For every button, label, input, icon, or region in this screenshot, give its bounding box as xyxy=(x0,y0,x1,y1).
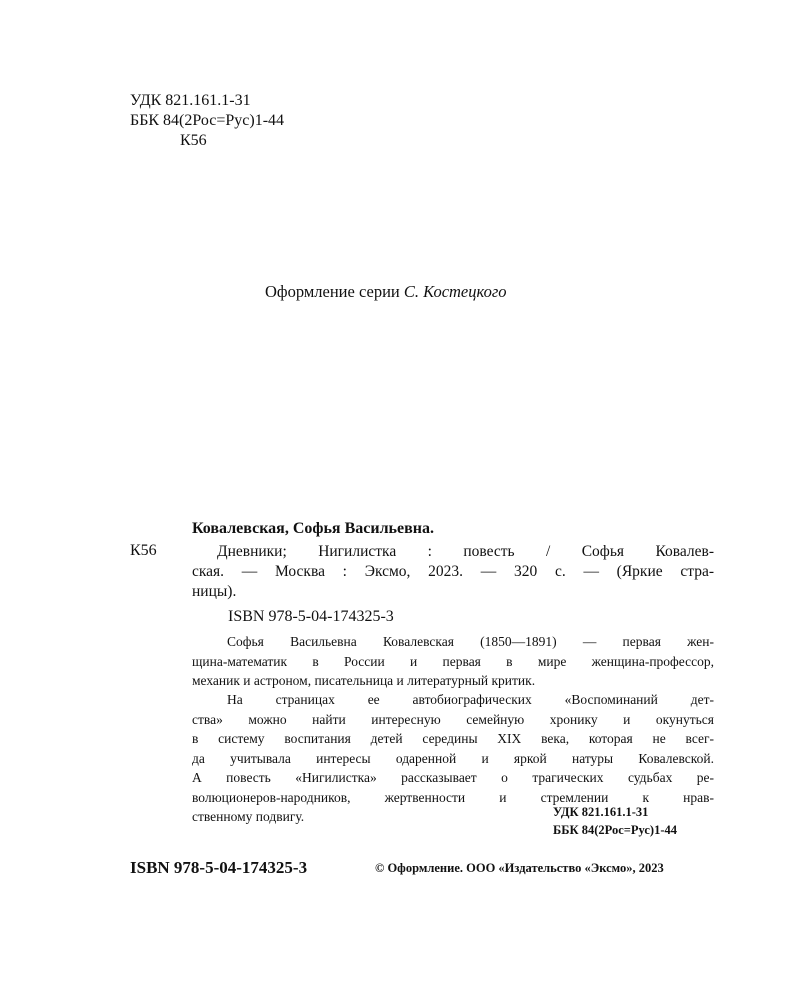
udk-code-top: УДК 821.161.1-31 xyxy=(130,92,251,109)
abstract-line: ственному подвигу. xyxy=(192,809,305,824)
abstract-line: щина-математик в России и первая в мире женщина-профессор, xyxy=(192,653,714,669)
bibliographic-line: Дневники; Нигилистка : повесть / Софья Ковалев- xyxy=(217,543,714,560)
series-design-credit xyxy=(265,282,507,302)
bibliographic-line: ницы). xyxy=(192,583,237,600)
abstract-line: в систему воспитания детей середины XIX века, которая не всег- xyxy=(192,731,714,746)
abstract-line: На страницах ее автобиографических «Воспоминаний дет- xyxy=(227,692,714,707)
footer-isbn: ISBN 978-5-04-174325-3 xyxy=(130,858,308,877)
abstract-paragraph-1 xyxy=(192,632,714,691)
udk-code-bottom: УДК 821.161.1-31 xyxy=(553,805,649,819)
bbk-code-bottom: ББК 84(2Рос=Рус)1-44 xyxy=(553,823,677,837)
bibliographic-line: ская. — Москва : Эксмо, 2023. — 320 с. — (Яркие стра- xyxy=(192,563,714,580)
series-design-prefix: Оформление серии xyxy=(265,282,404,301)
series-designer-name: С. Костецкого xyxy=(403,282,507,301)
abstract-line: ства» можно найти интересную семейную хронику и окунуться xyxy=(192,711,714,727)
bbk-code-top: ББК 84(2Рос=Рус)1-44 xyxy=(130,112,285,129)
abstract-line: А повесть «Нигилистка» рассказывает о трагических судьбах ре- xyxy=(192,770,714,785)
author-mark-top: К56 xyxy=(180,132,207,149)
catalog-author-heading: Ковалевская, Софья Васильевна. xyxy=(192,520,434,537)
abstract-line: волюционеров-народников, жертвенности и стремлении к нрав- xyxy=(192,789,714,805)
bibliographic-description xyxy=(192,542,714,602)
abstract-line: механик и астроном, писательница и литературный критик. xyxy=(192,673,536,688)
abstract-line: да учитывала интересы одаренной и яркой натуры Ковалевской. xyxy=(192,750,714,766)
catalog-isbn: ISBN 978-5-04-174325-3 xyxy=(228,608,394,625)
abstract-line: Софья Васильевна Ковалевская (1850—1891) — первая жен- xyxy=(227,634,714,649)
catalog-author-mark: К56 xyxy=(130,542,157,559)
copyright-notice: © Оформление. ООО «Издательство «Эксмо», 2023 xyxy=(375,861,664,875)
